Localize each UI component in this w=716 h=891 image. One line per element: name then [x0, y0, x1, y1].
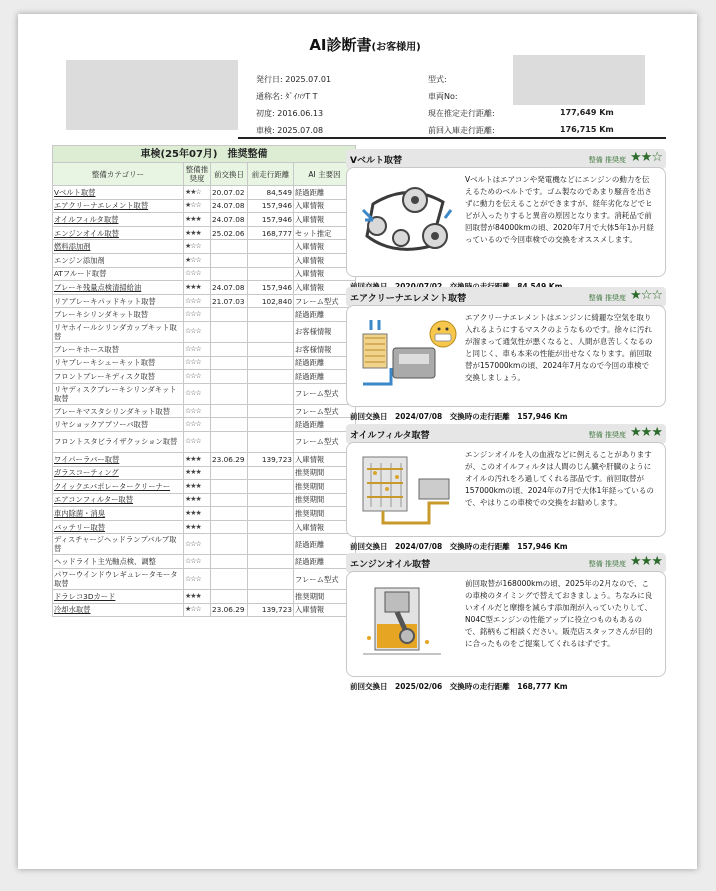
table-row: [53, 294, 356, 308]
ai-reason: 入庫情報: [294, 267, 356, 281]
prev-km: [248, 418, 294, 432]
table-row: [53, 603, 356, 617]
prev-km: [248, 569, 294, 590]
category-name: リアブレーキパッドキット取替: [53, 294, 184, 308]
category-name[interactable]: 燃料添加剤: [53, 240, 184, 254]
prev-km: [248, 356, 294, 370]
prev-km: [248, 493, 294, 507]
table-row: [53, 418, 356, 432]
card-footer: 前回交換日 2025/02/06 交換時の走行距離 168,777 Km: [350, 682, 568, 691]
category-name[interactable]: ワイパーラバー取替: [53, 452, 184, 466]
prev-date: [211, 418, 248, 432]
category-name: パワーウインドウレギュレータモータ取替: [53, 569, 184, 590]
card-body: [346, 442, 666, 537]
prev-date: [211, 267, 248, 281]
ai-reason: 推奨期間: [294, 493, 356, 507]
ai-reason: 経過距離: [294, 356, 356, 370]
table-row: [53, 356, 356, 370]
category-name[interactable]: ブレーキ残量点検清掃給油: [53, 281, 184, 295]
prev-date: [211, 240, 248, 254]
recommend-stars: ★★★: [184, 590, 211, 604]
current-km-label: 現在推定走行距離:: [428, 109, 495, 118]
ai-reason: 推奨期間: [294, 507, 356, 521]
issue-date: 発行日: 2025.07.01: [256, 75, 332, 84]
prev-date: [211, 431, 248, 452]
recommend-stars: ★★★: [184, 226, 211, 240]
table-row: [53, 383, 356, 404]
prev-km: [248, 321, 294, 342]
page-title: AI診断書(お客様用): [309, 36, 421, 54]
ai-reason: 推奨期間: [294, 480, 356, 494]
prev-km: [248, 342, 294, 356]
category-name: フロントブレーキディスク取替: [53, 370, 184, 384]
recommend-stars: ★★★: [184, 520, 211, 534]
ai-reason: お客様情報: [294, 321, 356, 342]
card-title: Vベルト取替: [350, 156, 402, 166]
table-row: [53, 534, 356, 555]
header-divider: [238, 137, 666, 139]
prev-date: 24.07.08: [211, 199, 248, 213]
category-name[interactable]: 冷却水取替: [53, 603, 184, 617]
prev-date: 24.07.08: [211, 213, 248, 227]
ai-reason: フレーム型式: [294, 294, 356, 308]
ai-reason: お客様情報: [294, 342, 356, 356]
category-name[interactable]: ドラレコ3Dカード: [53, 590, 184, 604]
table-row: [53, 507, 356, 521]
card-body: [346, 305, 666, 407]
ai-reason: 経過距離: [294, 370, 356, 384]
category-name: フロントスタビライザクッション取替: [53, 431, 184, 452]
category-name[interactable]: オイルフィルタ取替: [53, 213, 184, 227]
prev-km: [248, 466, 294, 480]
ai-reason: 推奨期間: [294, 466, 356, 480]
category-name[interactable]: エンジンオイル取替: [53, 226, 184, 240]
prev-date: 23.06.29: [211, 603, 248, 617]
category-name[interactable]: 車内除菌・消臭: [53, 507, 184, 521]
recommend-stars: ★★★: [184, 493, 211, 507]
category-name[interactable]: エアコンフィルター取替: [53, 493, 184, 507]
first-registration: 初度: 2016.06.13: [256, 109, 324, 118]
card-title: オイルフィルタ取替: [350, 431, 430, 441]
card-rank-label: 整備 推奨度: [588, 156, 626, 164]
recommend-stars: ★★★: [184, 480, 211, 494]
prev-km: 139,723: [248, 452, 294, 466]
prev-km: [248, 534, 294, 555]
category-name[interactable]: エアクリーナエレメント取替: [53, 199, 184, 213]
ai-reason: 推奨期間: [294, 590, 356, 604]
table-caption: 車検(25年07月) 推奨整備: [53, 146, 356, 163]
table-row: [53, 520, 356, 534]
prev-km: [248, 520, 294, 534]
ai-reason: フレーム型式: [294, 569, 356, 590]
prev-km: 84,549: [248, 186, 294, 200]
table-body: [53, 186, 356, 617]
ai-reason: 経過距離: [294, 534, 356, 555]
card-body: [346, 167, 666, 277]
category-name[interactable]: バッテリー取替: [53, 520, 184, 534]
prev-km: 168,777: [248, 226, 294, 240]
table-row: [53, 590, 356, 604]
recommend-stars: ★★★: [184, 466, 211, 480]
prev-km: [248, 431, 294, 452]
prev-date: [211, 520, 248, 534]
car-nickname: 通称名: ﾀﾞｲﾊﾂT T: [256, 92, 318, 101]
ai-reason: 入庫情報: [294, 213, 356, 227]
maintenance-table: [52, 145, 356, 617]
prev-km: [248, 555, 294, 569]
table-row: [53, 308, 356, 322]
recommend-stars: ☆☆☆: [184, 404, 211, 418]
prev-date: [211, 493, 248, 507]
card-stars: ★★☆: [630, 150, 662, 165]
prev-date: [211, 480, 248, 494]
table-row: [53, 226, 356, 240]
ai-reason: 経過距離: [294, 555, 356, 569]
table-row: [53, 404, 356, 418]
col-level: 整備推奨度: [184, 163, 211, 186]
card-footer: 前回交換日 2024/07/08 交換時の走行距離 157,946 Km: [350, 542, 568, 551]
prev-date: [211, 534, 248, 555]
category-name: ブレーキホース取替: [53, 342, 184, 356]
ai-reason: 入庫情報: [294, 603, 356, 617]
card-body: [346, 571, 666, 677]
prev-km: [248, 404, 294, 418]
prev-date: 20.07.02: [211, 186, 248, 200]
prev-date: 25.02.06: [211, 226, 248, 240]
table-row: [53, 240, 356, 254]
ai-reason: 入庫情報: [294, 520, 356, 534]
prev-km: 157,946: [248, 199, 294, 213]
ai-reason: フレーム型式: [294, 404, 356, 418]
recommend-stars: ☆☆☆: [184, 555, 211, 569]
prev-date: 21.07.03: [211, 294, 248, 308]
table-row: [53, 466, 356, 480]
category-name: ディスチャージヘッドランプバルブ取替: [53, 534, 184, 555]
category-name: リヤブレーキシューキット取替: [53, 356, 184, 370]
prev-date: [211, 370, 248, 384]
recommend-stars: ☆☆☆: [184, 370, 211, 384]
prev-km: [248, 240, 294, 254]
ai-reason: 経過距離: [294, 308, 356, 322]
table-row: [53, 555, 356, 569]
recommend-stars: ☆☆☆: [184, 431, 211, 452]
card-header: [346, 149, 666, 169]
prev-km: [248, 370, 294, 384]
prev-km: [248, 253, 294, 267]
col-reason: AI 主要因: [294, 163, 356, 186]
vehicle-number: 車両No:: [428, 92, 458, 101]
recommend-stars: ☆☆☆: [184, 342, 211, 356]
col-category: 整備カテゴリー: [53, 163, 184, 186]
model-type: 型式:: [428, 75, 447, 84]
ai-reason: 入庫情報: [294, 281, 356, 295]
category-name: ブレーキマスタシリンダキット取替: [53, 404, 184, 418]
category-name: リヤショックアブソーバ取替: [53, 418, 184, 432]
category-name: ブレーキシリンダキット取替: [53, 308, 184, 322]
prev-date: [211, 590, 248, 604]
recommend-stars: ☆☆☆: [184, 294, 211, 308]
prev-date: [211, 253, 248, 267]
card-header: [346, 553, 666, 573]
card-header: [346, 287, 666, 307]
recommend-stars: ☆☆☆: [184, 418, 211, 432]
recommend-stars: ★☆☆: [184, 240, 211, 254]
ai-reason: フレーム型式: [294, 431, 356, 452]
recommend-stars: ☆☆☆: [184, 383, 211, 404]
ai-reason: 経過距離: [294, 186, 356, 200]
category-name[interactable]: Vベルト取替: [53, 186, 184, 200]
logo-placeholder: [66, 60, 238, 130]
prev-date: [211, 321, 248, 342]
prev-date: 24.07.08: [211, 281, 248, 295]
card-stars: ★★★: [630, 554, 662, 569]
ai-reason: セット推定: [294, 226, 356, 240]
prev-date: [211, 555, 248, 569]
prev-date: [211, 356, 248, 370]
card-description: Vベルトはエアコンや発電機などにエンジンの動力を伝えるためのベルトです。ゴム製なのであまり騒音を出さずに動力を伝えることができますが、経年劣化などでヒビが入ったりすると異音の原因となります。消耗品で前回取替が84000kmの頃、2020年7月で大体5年1か月経っているので今回車検での交換をオススメします。: [465, 175, 654, 244]
prev-date: [211, 466, 248, 480]
prev-km: [248, 267, 294, 281]
recommend-stars: ★☆☆: [184, 253, 211, 267]
card-stars: ★☆☆: [630, 288, 662, 303]
recommend-stars: ☆☆☆: [184, 569, 211, 590]
previous-km-value: 176,715 Km: [560, 125, 614, 134]
prev-date: [211, 507, 248, 521]
prev-km: [248, 507, 294, 521]
prev-km: 139,723: [248, 603, 294, 617]
card-description: 前回取替が168000kmの頃、2025年の2月なので、この車検のタイミングで替えておきましょう。ちなみに良いオイルだと摩擦を減らす添加剤が入っていたりして、N04C型エンジンの性能アップに役立つものもあるので、銘柄もご相談ください。販売店スタッフさんが目的に合ったものをご提案してくれるはずです。: [465, 579, 653, 648]
recommend-stars: ★★★: [184, 452, 211, 466]
prev-date: [211, 404, 248, 418]
card-title: エンジンオイル取替: [350, 560, 431, 570]
prev-km: [248, 480, 294, 494]
prev-km: 157,946: [248, 213, 294, 227]
ai-reason: 入庫情報: [294, 253, 356, 267]
card-rank-label: 整備 推奨度: [588, 294, 626, 302]
table-row: [53, 431, 356, 452]
table-row: [53, 253, 356, 267]
ai-reason: 入庫情報: [294, 452, 356, 466]
category-name: リヤディスクブレーキシリンダキット取替: [53, 383, 184, 404]
category-name: エンジン添加剤: [53, 253, 184, 267]
recommend-stars: ★★☆: [184, 186, 211, 200]
prev-date: [211, 383, 248, 404]
prev-km: 157,946: [248, 281, 294, 295]
recommend-stars: ☆☆☆: [184, 534, 211, 555]
recommend-stars: ★☆☆: [184, 199, 211, 213]
col-date: 前交換日: [211, 163, 248, 186]
card-stars: ★★★: [630, 425, 662, 440]
ai-reason: 入庫情報: [294, 199, 356, 213]
category-name: ヘッドライト主光軸点検、調整: [53, 555, 184, 569]
table-row: [53, 321, 356, 342]
recommend-stars: ☆☆☆: [184, 308, 211, 322]
prev-km: [248, 590, 294, 604]
prev-date: [211, 569, 248, 590]
card-description: エンジンオイルを人の血液などに例えることがありますが、このオイルフィルタは人間のじん臓や肝臓のようにオイルの汚れをろ過してくれる部品です。前回取替が157000kmの頃、2024年の7月で大体1年経っているので、やはりこの車検での交換をお勧めします。: [465, 450, 654, 507]
prev-km: [248, 383, 294, 404]
table-row: [53, 493, 356, 507]
prev-km: 102,840: [248, 294, 294, 308]
prev-date: 23.06.29: [211, 452, 248, 466]
inspection-date: 車検: 2025.07.08: [256, 126, 324, 135]
ai-reason: 入庫情報: [294, 240, 356, 254]
category-name[interactable]: クイックエバポレータークリーナー: [53, 480, 184, 494]
recommend-stars: ☆☆☆: [184, 267, 211, 281]
prev-km: [248, 308, 294, 322]
table-row: [53, 186, 356, 200]
table-row: [53, 370, 356, 384]
recommend-stars: ☆☆☆: [184, 356, 211, 370]
category-name: リヤホイールシリンダカップキット取替: [53, 321, 184, 342]
category-name: ATフルード取替: [53, 267, 184, 281]
dealer-placeholder: [513, 55, 645, 105]
card-header: [346, 424, 666, 444]
card-rank-label: 整備 推奨度: [588, 560, 626, 568]
prev-date: [211, 342, 248, 356]
current-km-value: 177,649 Km: [560, 108, 614, 117]
table-row: [53, 342, 356, 356]
ai-reason: 経過距離: [294, 418, 356, 432]
ai-reason: フレーム型式: [294, 383, 356, 404]
recommend-stars: ★★★: [184, 281, 211, 295]
category-name[interactable]: ガラスコーティング: [53, 466, 184, 480]
table-row: [53, 199, 356, 213]
recommend-stars: ★★★: [184, 213, 211, 227]
table-row: [53, 281, 356, 295]
card-title: エアクリーナエレメント取替: [350, 294, 467, 304]
col-km: 前走行距離: [248, 163, 294, 186]
recommend-stars: ☆☆☆: [184, 321, 211, 342]
recommend-stars: ★☆☆: [184, 603, 211, 617]
prev-date: [211, 308, 248, 322]
table-row: [53, 452, 356, 466]
card-footer: 前回交換日 2024/07/08 交換時の走行距離 157,946 Km: [350, 412, 568, 421]
table-row: [53, 213, 356, 227]
table-row: [53, 569, 356, 590]
table-row: [53, 480, 356, 494]
recommend-stars: ★★★: [184, 507, 211, 521]
previous-km-label: 前回入庫走行距離:: [428, 126, 495, 135]
card-rank-label: 整備 推奨度: [588, 431, 626, 439]
card-description: エアクリーナエレメントはエンジンに綺麗な空気を取り入れるようにするマスクのようなものです。徐々に汚れが溜まって通気性が悪くなると、人間が息苦しくなるのと同じく、車も本来の性能が出せなくなります。前回取替が157000kmの頃、2024年7月なので今回の車検で交換しましょう。: [465, 313, 653, 382]
table-row: [53, 267, 356, 281]
